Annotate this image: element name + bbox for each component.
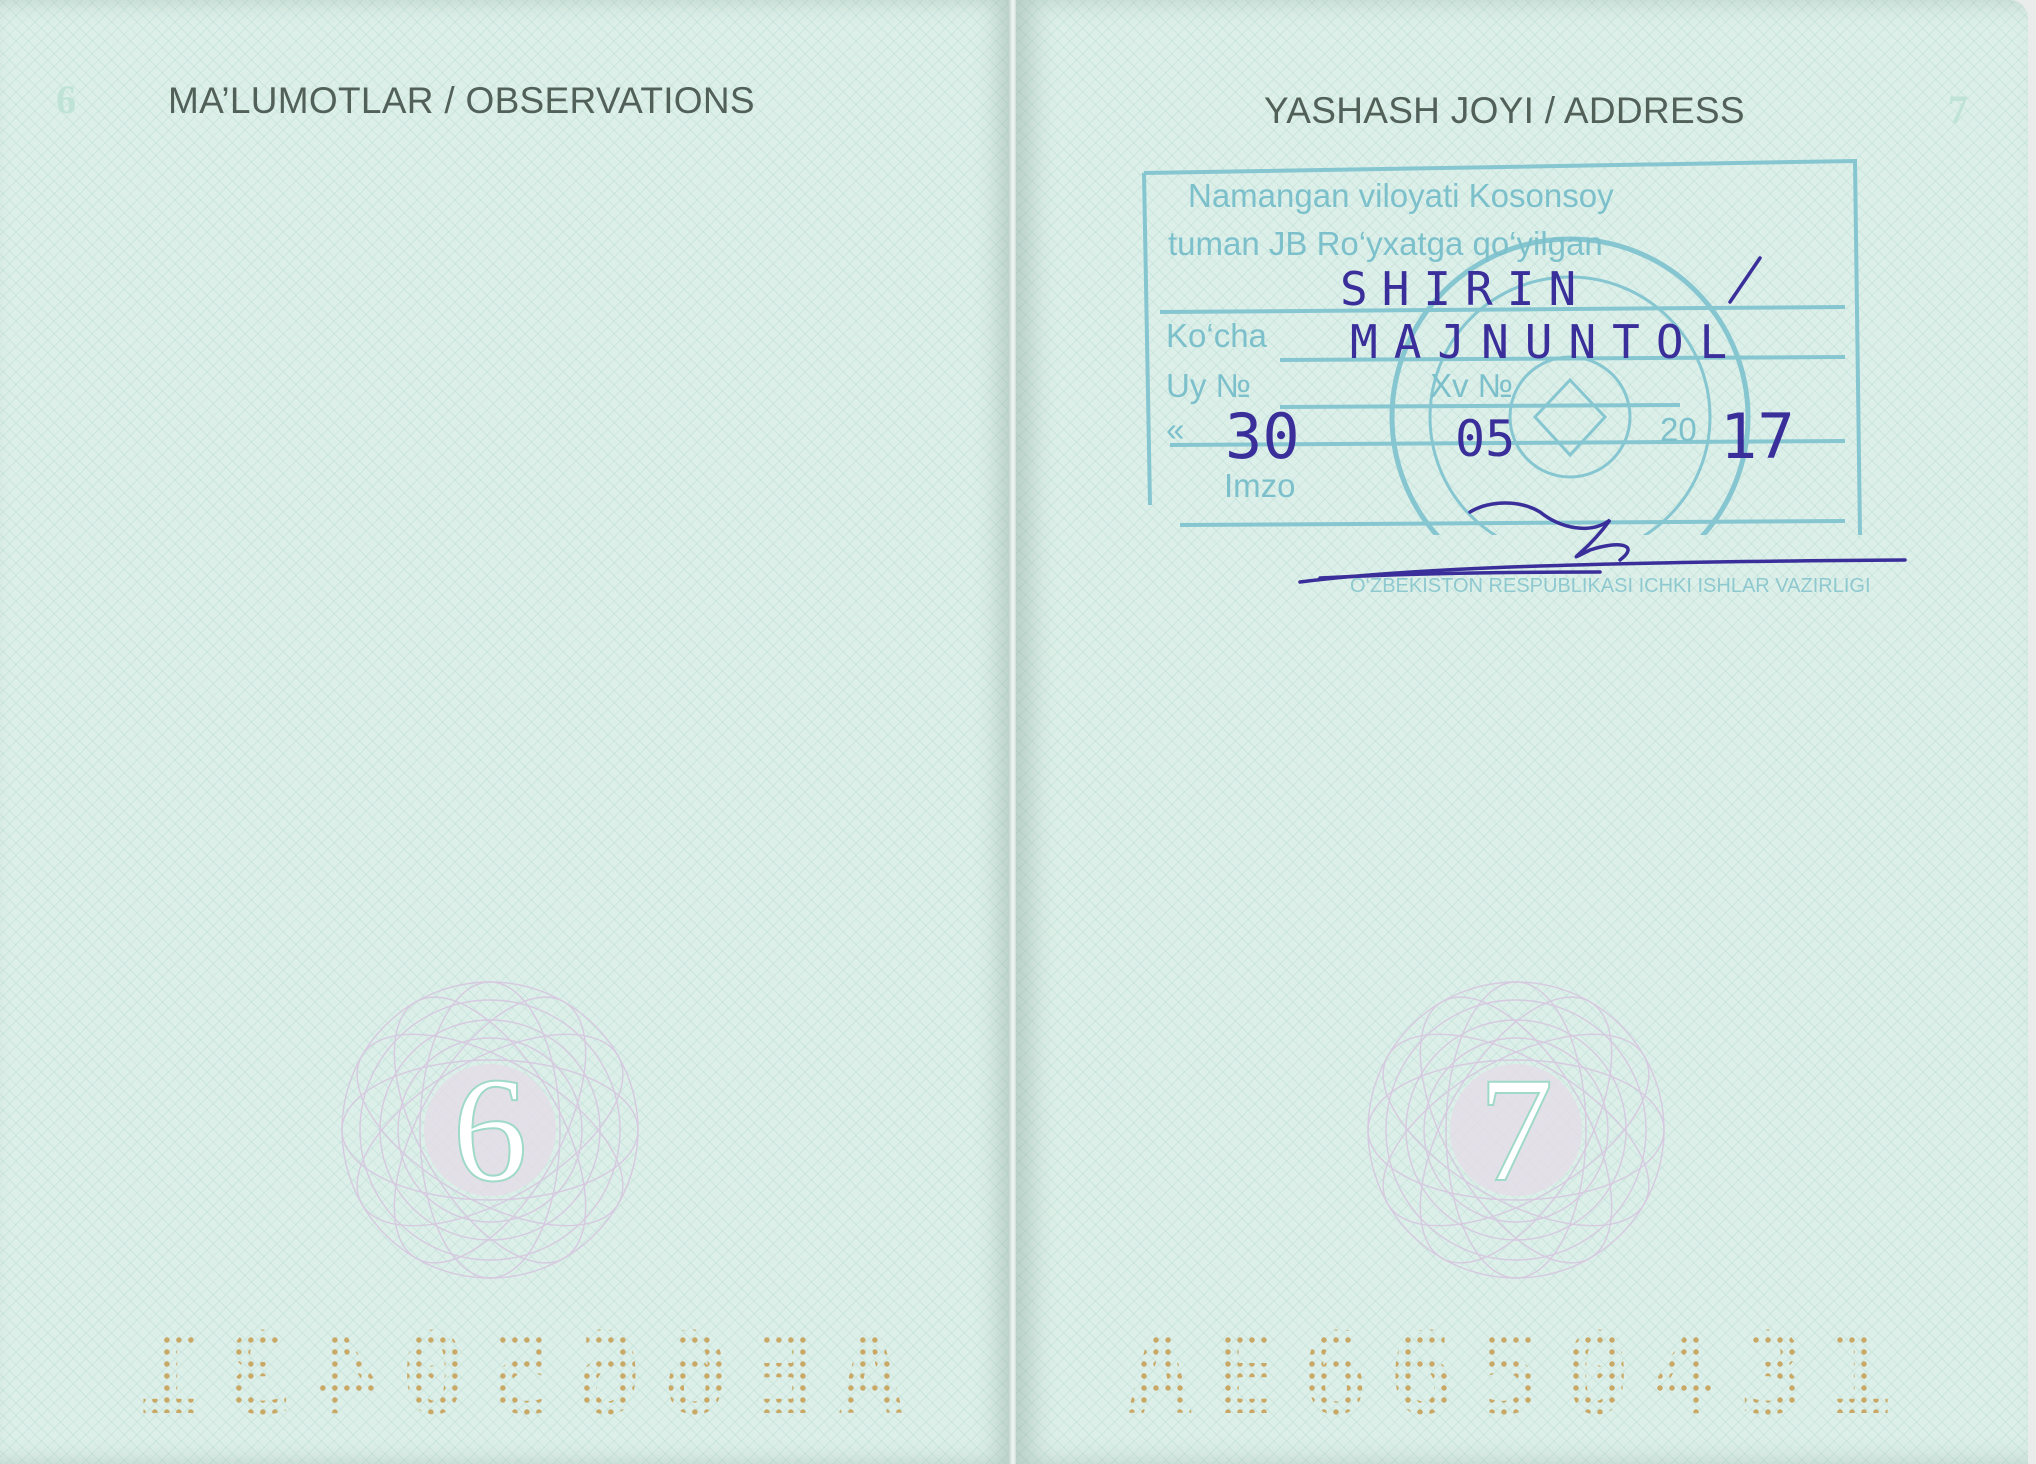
handwritten-month: 05 xyxy=(1455,410,1516,468)
perforated-serial-right: AE6650431 xyxy=(1126,1310,1913,1440)
handwritten-day: 30 xyxy=(1225,400,1300,473)
handwritten-signature xyxy=(1290,250,1910,600)
stamp-quote-mark: « xyxy=(1166,411,1185,448)
handwritten-line-2: MAJNUNTOL xyxy=(1350,315,1744,369)
watermark-number-left: 6 xyxy=(452,1047,528,1213)
stamp-label-street: Ko‘cha xyxy=(1166,317,1267,354)
handwritten-year: 17 xyxy=(1720,400,1795,473)
stamp-label-flat: Xv № xyxy=(1430,367,1514,404)
stamp-seal-text: O‘ZBEKISTON RESPUBLIKASI ICHKI ISHLAR VAZIRLIGI xyxy=(1350,575,1871,597)
stamp-label-house: Uy № xyxy=(1166,367,1251,404)
guilloche-rosette-right xyxy=(1346,975,1686,1285)
page-left-observations xyxy=(0,0,1012,1464)
page-title-observations: MA’LUMOTLAR / OBSERVATIONS xyxy=(168,80,755,121)
page-number-right: 7 xyxy=(1948,87,1968,132)
perforated-serial-left: AE6650431 xyxy=(118,1310,905,1440)
handwritten-line-1: SHIRIN xyxy=(1340,262,1591,316)
watermark-number-right: 7 xyxy=(1478,1047,1554,1213)
stamp-label-signature: Imzo xyxy=(1224,467,1296,504)
page-number-left: 6 xyxy=(56,77,76,122)
stamp-line-registered: tuman JB Ro‘yxatga qo‘yilgan xyxy=(1168,225,1603,262)
stamp-year-prefix: 20 xyxy=(1660,411,1697,448)
guilloche-rosette-left xyxy=(320,975,660,1285)
stamp-line-region: Namangan viloyati Kosonsoy xyxy=(1188,177,1614,214)
page-title-address: YASHASH JOYI / ADDRESS xyxy=(1264,90,1745,131)
